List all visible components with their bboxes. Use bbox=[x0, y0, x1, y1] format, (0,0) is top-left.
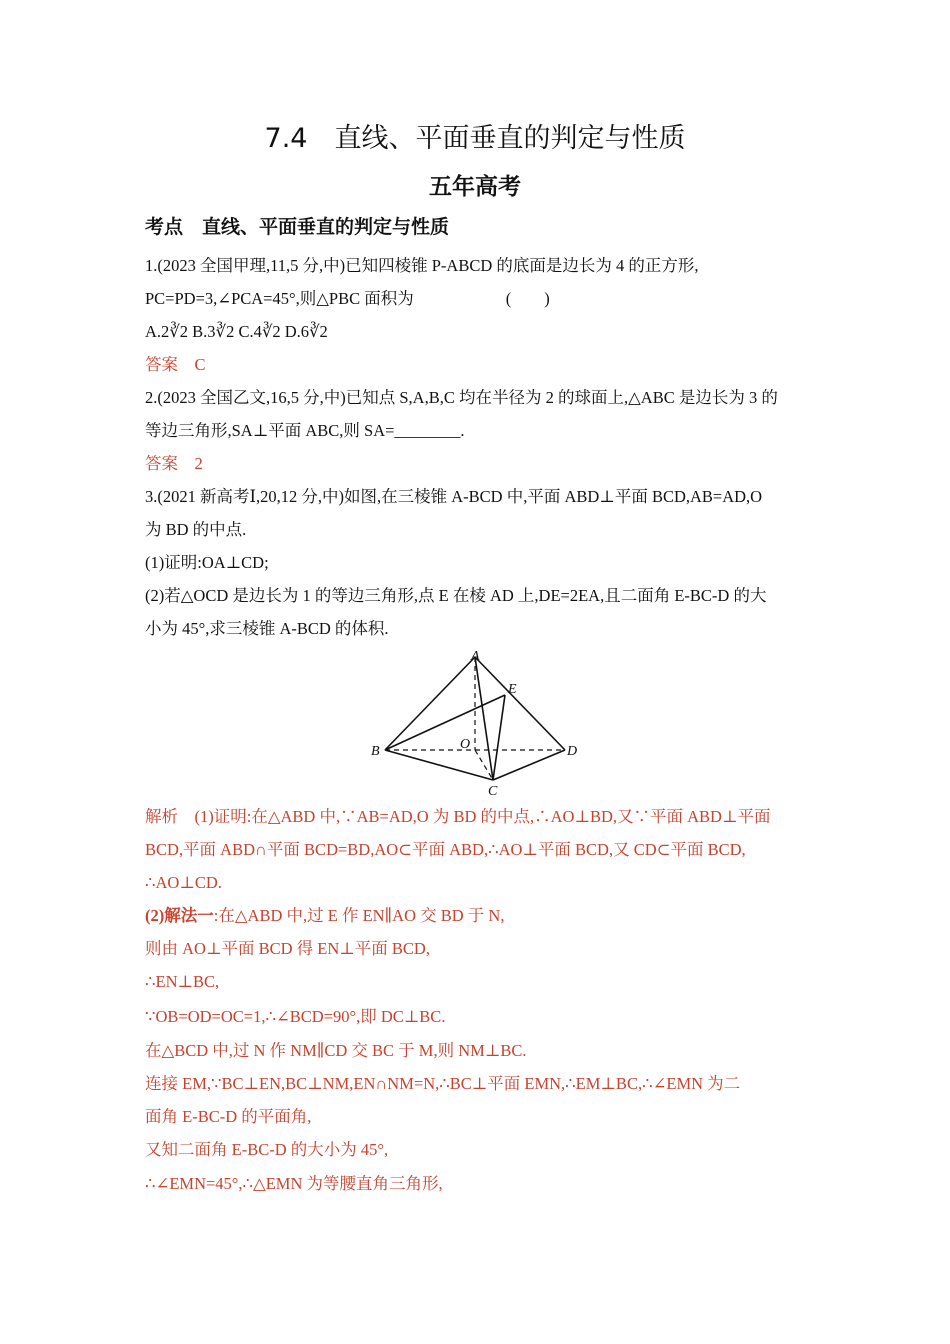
section-heading: 考点 直线、平面垂直的判定与性质 bbox=[145, 216, 450, 238]
q1-paren: ( ) bbox=[505, 289, 550, 308]
solution-line9: 连接 EM,∵BC⊥EN,BC⊥NM,EN∩NM=N,∴BC⊥平面 EMN,∴EM⊥BC,∴∠EMN 为二 bbox=[145, 1074, 741, 1093]
edge-AD bbox=[475, 657, 565, 750]
solution-line4 bbox=[145, 904, 805, 928]
q1-line2 bbox=[145, 287, 805, 311]
label-B: B bbox=[371, 744, 380, 759]
solution-line1: 解析 (1)证明:在△ABD 中,∵AB=AD,O 为 BD 的中点,∴AO⊥BD,又∵平面 ABD⊥平面 bbox=[145, 807, 771, 826]
label-C: C bbox=[488, 784, 498, 799]
method-label: (2)解法一 bbox=[145, 906, 214, 925]
solution-line5: 则由 AO⊥平面 BCD 得 EN⊥平面 BCD, bbox=[145, 939, 430, 958]
solution-line7: ∵OB=OD=OC=1,∴∠BCD=90°,即 DC⊥BC. bbox=[145, 1007, 446, 1026]
label-O: O bbox=[460, 737, 471, 752]
q1-line1: 1.(2023 全国甲理,11,5 分,中)已知四棱锥 P-ABCD 的底面是边长为 4 的正方形, bbox=[145, 256, 699, 275]
solution-line11: 又知二面角 E-BC-D 的大小为 45°, bbox=[145, 1140, 389, 1159]
solution-line4-rest: :在△ABD 中,过 E 作 EN∥AO 交 BD 于 N, bbox=[213, 906, 505, 925]
q1-answer: 答案 C bbox=[145, 355, 206, 374]
label-E: E bbox=[508, 682, 517, 697]
solution-line2: BCD,平面 ABD∩平面 BCD=BD,AO⊂平面 ABD,∴AO⊥平面 BCD,又 CD⊂平面 BCD, bbox=[145, 840, 746, 859]
solution-line6: ∴EN⊥BC, bbox=[145, 972, 220, 991]
q1-options: A.2∛2 B.3∛2 C.4∛2 D.6∛2 bbox=[145, 322, 328, 341]
edge-BC bbox=[385, 750, 493, 780]
label-D: D bbox=[567, 744, 578, 759]
q3-line1: 3.(2021 新高考Ⅰ,20,12 分,中)如图,在三棱锥 A-BCD 中,平面 ABD⊥平面 BCD,AB=AD,O bbox=[145, 487, 763, 506]
label-A: A bbox=[471, 649, 480, 664]
q3-part2a: (2)若△OCD 是边长为 1 的等边三角形,点 E 在棱 AD 上,DE=2EA,且二面角 E-BC-D 的大 bbox=[145, 586, 767, 605]
page-subtitle: 五年高考 bbox=[429, 174, 521, 200]
q1-stem: PC=PD=3,∠PCA=45°,则△PBC 面积为 bbox=[145, 289, 414, 308]
solution-line10: 面角 E-BC-D 的平面角, bbox=[145, 1107, 312, 1126]
page-title: 7.4 直线、平面垂直的判定与性质 bbox=[264, 123, 686, 154]
solution-line8: 在△BCD 中,过 N 作 NM∥CD 交 BC 于 M,则 NM⊥BC. bbox=[145, 1041, 527, 1060]
edge-EC bbox=[493, 695, 505, 780]
solution-line3: ∴AO⊥CD. bbox=[145, 873, 222, 892]
edge-CD bbox=[493, 750, 565, 780]
edge-AC bbox=[475, 657, 493, 780]
q3-part1: (1)证明:OA⊥CD; bbox=[145, 553, 269, 572]
solution-line12: ∴∠EMN=45°,∴△EMN 为等腰直角三角形, bbox=[145, 1174, 443, 1193]
q3-part2b: 小为 45°,求三棱锥 A-BCD 的体积. bbox=[145, 619, 389, 638]
q2-line2: 等边三角形,SA⊥平面 ABC,则 SA=________. bbox=[145, 421, 465, 440]
q3-line2: 为 BD 的中点. bbox=[145, 520, 247, 539]
q2-answer: 答案 2 bbox=[145, 454, 203, 473]
q2-line1: 2.(2023 全国乙文,16,5 分,中)已知点 S,A,B,C 均在半径为 2 的球面上,△ABC 是边长为 3 的 bbox=[145, 388, 778, 407]
tetrahedron-figure bbox=[365, 645, 585, 800]
